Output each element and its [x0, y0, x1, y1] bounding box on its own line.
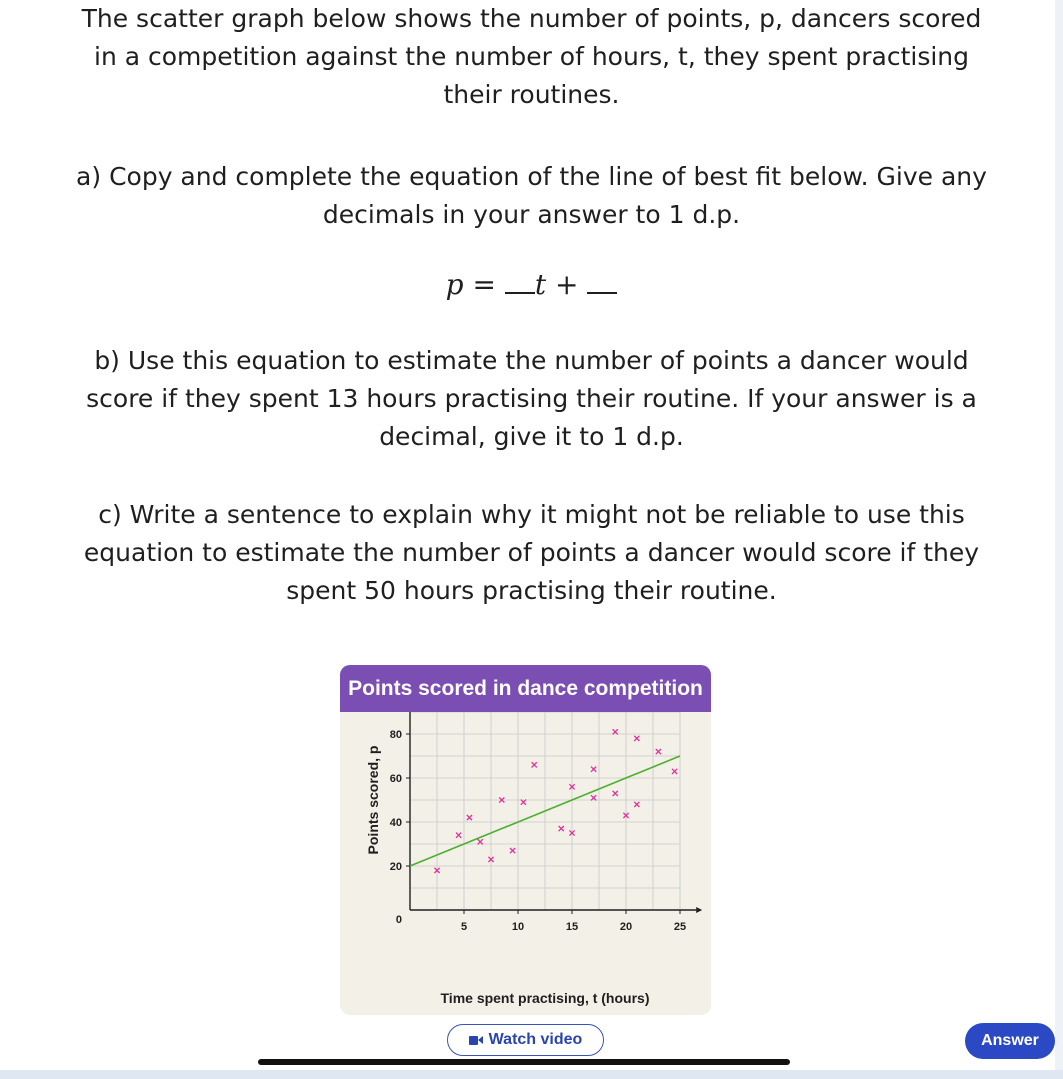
data-point: [532, 762, 537, 767]
data-point: [559, 826, 564, 831]
part-c: [0, 496, 1063, 610]
best-fit-equation: [0, 268, 1063, 301]
part-b: [0, 342, 1063, 456]
part-a: [0, 158, 1063, 234]
intercept-blank: [587, 282, 617, 294]
y-tick-label: 20: [389, 861, 402, 873]
x-tick-label: 5: [460, 921, 468, 933]
x-axis-arrow: [696, 907, 702, 913]
part-b-line-1: b) Use this equation to estimate the number of points a dancer would: [94, 346, 969, 375]
part-c-line-2: equation to estimate the number of points a dancer would score if they: [83, 538, 980, 567]
intro-line-2: in a competition against the number of hours, t, they spent practising: [94, 42, 969, 71]
equation-plus: +: [555, 268, 579, 301]
answer-label: Answer: [981, 1032, 1039, 1049]
x-tick-label: 25: [673, 921, 687, 933]
bottom-strip: [0, 1070, 1063, 1079]
answer-button[interactable]: [965, 1023, 1055, 1059]
part-a-line-2: decimals in your answer to 1 d.p.: [322, 200, 741, 229]
y-axis-label: Points scored, p: [365, 745, 381, 855]
equation-equals: =: [472, 268, 496, 301]
y-tick-label: 60: [389, 773, 402, 785]
home-indicator: [258, 1059, 790, 1065]
equation-lhs: p: [445, 268, 464, 301]
part-c-line-1: c) Write a sentence to explain why it might not be reliable to use this: [98, 500, 965, 529]
equation-variable: t: [534, 268, 547, 301]
part-b-line-2: score if they spent 13 hours practising their routine. If your answer is a: [86, 384, 977, 413]
x-tick-label: 10: [511, 921, 525, 933]
data-point: [591, 767, 596, 772]
data-point: [634, 802, 639, 807]
data-point: [672, 769, 677, 774]
gradient-blank: [505, 282, 535, 294]
intro-line-1: The scatter graph below shows the number of points, p, dancers scored: [81, 4, 982, 33]
origin-label: 0: [395, 914, 402, 926]
part-c-line-3: spent 50 hours practising their routine.: [286, 576, 777, 605]
part-a-line-1: a) Copy and complete the equation of the line of best fit below. Give any: [76, 162, 987, 191]
x-axis-label: Time spent practising, t (hours): [440, 990, 650, 1006]
bottom-bar: [0, 1012, 1063, 1079]
scatter-chart: [340, 712, 711, 1015]
data-point: [634, 736, 639, 741]
x-tick-label: 20: [619, 921, 633, 933]
watch-video-label: Watch video: [488, 1031, 583, 1048]
y-tick-label: 40: [389, 817, 402, 829]
y-tick-label: 80: [389, 729, 402, 741]
data-point: [656, 749, 661, 754]
video-camera-icon: [469, 1035, 483, 1046]
intro-line-3: their routines.: [443, 80, 620, 109]
scatter-chart-card: [340, 665, 711, 1015]
data-point: [456, 833, 461, 838]
x-tick-label: 15: [565, 921, 579, 933]
part-b-line-3: decimal, give it to 1 d.p.: [379, 422, 684, 451]
chart-title: Points scored in dance competition: [340, 665, 711, 712]
question-intro: [0, 0, 1063, 114]
watch-video-button[interactable]: [447, 1024, 604, 1056]
data-point: [613, 791, 618, 796]
data-point: [467, 815, 472, 820]
data-point: [510, 848, 515, 853]
